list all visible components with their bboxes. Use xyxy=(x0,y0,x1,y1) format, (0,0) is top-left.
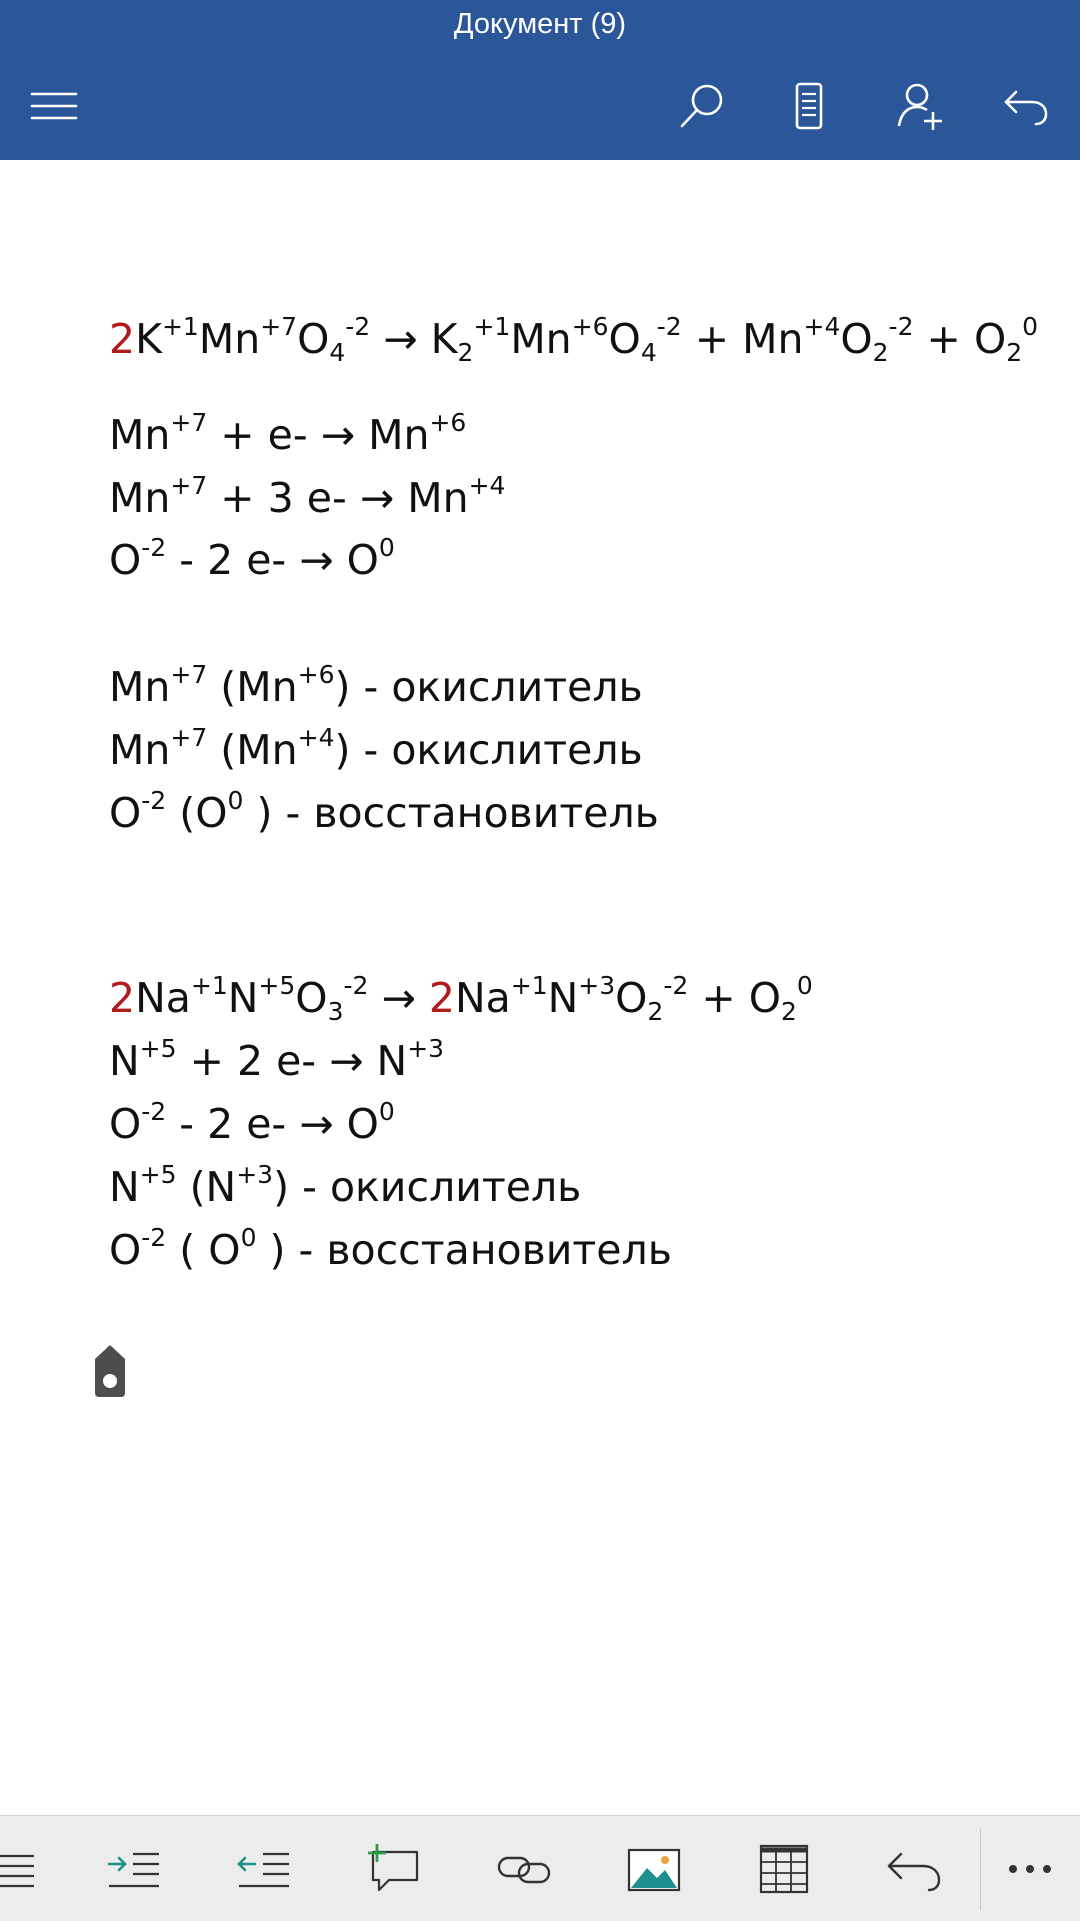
link-icon xyxy=(493,1842,555,1896)
element: K xyxy=(430,315,458,363)
element: N xyxy=(109,1037,140,1085)
role-label: ) - окислитель xyxy=(334,726,643,774)
role-line-reducer-o[interactable] xyxy=(109,787,659,839)
link-button[interactable] xyxy=(489,1836,559,1902)
oxidation-state: -2 xyxy=(141,786,167,815)
toolbar-divider xyxy=(980,1828,981,1910)
picture-button[interactable] xyxy=(619,1836,689,1902)
app-header xyxy=(0,0,1080,160)
undo-icon xyxy=(883,1842,945,1896)
bullets-icon xyxy=(0,1842,42,1896)
element: Mn xyxy=(742,315,804,363)
oxidation-state: +4 xyxy=(297,723,335,752)
document-canvas[interactable] xyxy=(0,160,1080,1815)
element: N xyxy=(363,1037,408,1085)
bullets-button[interactable] xyxy=(0,1836,46,1902)
element: N xyxy=(227,974,259,1022)
element: (Mn xyxy=(207,663,298,711)
electron-transfer: - 2 e- xyxy=(166,536,300,584)
reading-view-icon xyxy=(783,80,835,132)
oxidation-state: +1 xyxy=(510,971,548,1000)
coefficient: 2 xyxy=(109,315,136,363)
subscript: 4 xyxy=(329,338,346,367)
oxidation-state: +7 xyxy=(170,723,208,752)
oxidation-state: +6 xyxy=(429,408,467,437)
role-label: ) - окислитель xyxy=(273,1163,582,1211)
oxidation-state: +6 xyxy=(297,660,335,689)
cursor-handle-icon[interactable] xyxy=(93,1343,127,1399)
oxidation-state: 0 xyxy=(796,971,813,1000)
role-label: ) - восстановитель xyxy=(243,789,659,837)
coefficient: 2 xyxy=(109,974,136,1022)
element: Mn xyxy=(355,411,430,459)
oxidation-state: +7 xyxy=(260,312,298,341)
reaction-arrow: → xyxy=(359,474,395,522)
subscript: 4 xyxy=(640,338,657,367)
electron-transfer: + 3 e- xyxy=(207,474,360,522)
oxidation-state: +3 xyxy=(407,1034,445,1063)
element: (O xyxy=(166,789,228,837)
subscript: 2 xyxy=(872,338,889,367)
element: O xyxy=(109,789,142,837)
oxidation-state: -2 xyxy=(888,312,914,341)
reaction-arrow: → xyxy=(299,536,334,584)
new-comment-button[interactable] xyxy=(359,1836,429,1902)
element: Mn xyxy=(109,663,171,711)
half-reaction-n[interactable] xyxy=(109,1035,444,1087)
table-icon xyxy=(753,1842,815,1896)
half-reaction-mn-6[interactable] xyxy=(109,409,466,461)
undo-button[interactable] xyxy=(992,72,1060,140)
menu-icon xyxy=(28,80,80,132)
oxidation-state: -2 xyxy=(141,1223,167,1252)
element: O xyxy=(109,536,142,584)
oxidation-state: -2 xyxy=(141,1097,167,1126)
undo-toolbar-button[interactable] xyxy=(879,1836,949,1902)
role-line-reducer-o-2[interactable] xyxy=(109,1224,672,1276)
oxidation-state: 0 xyxy=(378,1097,395,1126)
element: O xyxy=(295,974,328,1022)
element: K xyxy=(135,315,162,363)
electron-transfer: + e- xyxy=(207,411,321,459)
more-icon xyxy=(999,1842,1061,1896)
oxidation-state: -2 xyxy=(663,971,689,1000)
oxidation-state: +7 xyxy=(170,471,208,500)
oxidation-state: -2 xyxy=(141,533,167,562)
subscript: 2 xyxy=(457,338,474,367)
element: Mn xyxy=(198,315,261,363)
oxidation-state: +1 xyxy=(161,312,199,341)
element: Mn xyxy=(394,474,469,522)
plus-sign: + xyxy=(926,315,961,363)
role-line-oxidizer-mn6[interactable] xyxy=(109,661,643,713)
reaction-arrow: → xyxy=(383,315,418,363)
element: O xyxy=(840,315,873,363)
element: O xyxy=(333,1100,379,1148)
oxidation-state: +5 xyxy=(139,1034,177,1063)
equation-kmno4[interactable] xyxy=(109,313,1038,365)
search-icon xyxy=(676,80,728,132)
oxidation-state: +5 xyxy=(139,1160,177,1189)
element: O xyxy=(608,315,641,363)
element: (Mn xyxy=(207,726,298,774)
element: O xyxy=(333,536,379,584)
oxidation-state: 0 xyxy=(227,786,244,815)
element: Na xyxy=(135,974,191,1022)
role-line-oxidizer-n[interactable] xyxy=(109,1161,581,1213)
share-icon xyxy=(893,80,945,132)
role-label: ) - окислитель xyxy=(334,663,643,711)
subscript: 2 xyxy=(781,997,797,1026)
oxidation-state: 0 xyxy=(378,533,395,562)
oxidation-state: -2 xyxy=(343,971,369,1000)
oxidation-state: +7 xyxy=(170,660,208,689)
oxidation-state: +4 xyxy=(803,312,841,341)
oxidation-state: +3 xyxy=(578,971,616,1000)
element: O xyxy=(973,315,1007,363)
share-button[interactable] xyxy=(885,72,953,140)
oxidation-state: +1 xyxy=(473,312,511,341)
oxidation-state: +4 xyxy=(468,471,506,500)
oxidation-state: +1 xyxy=(190,971,228,1000)
oxidation-state: +6 xyxy=(571,312,609,341)
oxidation-state: -2 xyxy=(345,312,371,341)
subscript: 3 xyxy=(327,997,344,1026)
element: O xyxy=(297,315,330,363)
coefficient: 2 xyxy=(428,974,455,1022)
subscript: 2 xyxy=(1006,338,1023,367)
half-reaction-mn-4[interactable] xyxy=(109,472,505,524)
electron-transfer: - 2 e- xyxy=(166,1100,300,1148)
reaction-arrow: → xyxy=(299,1100,334,1148)
oxidation-state: 0 xyxy=(240,1223,257,1252)
element: O xyxy=(109,1226,142,1274)
decrease-indent-icon xyxy=(233,1842,295,1896)
picture-icon xyxy=(623,1842,685,1896)
element: Na xyxy=(454,974,511,1022)
element: ( O xyxy=(166,1226,241,1274)
element: O xyxy=(748,974,781,1022)
decrease-indent-button[interactable] xyxy=(229,1836,299,1902)
table-button[interactable] xyxy=(749,1836,819,1902)
role-label: ) - восстановитель xyxy=(256,1226,672,1274)
oxidation-state: +5 xyxy=(258,971,296,1000)
oxidation-state: 0 xyxy=(1022,312,1039,341)
plus-sign: + xyxy=(694,315,730,363)
increase-indent-icon xyxy=(103,1842,165,1896)
document-title[interactable]: Документ (9) xyxy=(453,8,627,40)
undo-icon xyxy=(1000,80,1052,132)
element: Mn xyxy=(510,315,572,363)
oxidation-state: +7 xyxy=(170,408,208,437)
role-line-oxidizer-mn4[interactable] xyxy=(109,724,643,776)
bottom-toolbar xyxy=(0,1815,1080,1921)
plus-sign: + xyxy=(701,974,736,1022)
half-reaction-o[interactable] xyxy=(109,534,395,586)
oxidation-state: +3 xyxy=(236,1160,274,1189)
reaction-arrow: → xyxy=(329,1037,364,1085)
search-button[interactable] xyxy=(668,72,736,140)
reaction-arrow: → xyxy=(381,974,416,1022)
element: Mn xyxy=(109,474,171,522)
element: O xyxy=(615,974,648,1022)
element: N xyxy=(109,1163,140,1211)
element: Mn xyxy=(109,411,171,459)
oxidation-state: -2 xyxy=(656,312,682,341)
element: (N xyxy=(176,1163,237,1211)
increase-indent-button[interactable] xyxy=(99,1836,169,1902)
menu-button[interactable] xyxy=(20,72,88,140)
equation-nano3[interactable] xyxy=(109,972,813,1024)
half-reaction-o-2[interactable] xyxy=(109,1098,395,1150)
element: N xyxy=(547,974,579,1022)
new-comment-icon xyxy=(363,1842,425,1896)
element: O xyxy=(109,1100,142,1148)
electron-transfer: + 2 e- xyxy=(176,1037,330,1085)
reading-view-button[interactable] xyxy=(775,72,843,140)
element: Mn xyxy=(109,726,171,774)
reaction-arrow: → xyxy=(320,411,356,459)
more-button[interactable] xyxy=(995,1836,1065,1902)
subscript: 2 xyxy=(647,997,664,1026)
